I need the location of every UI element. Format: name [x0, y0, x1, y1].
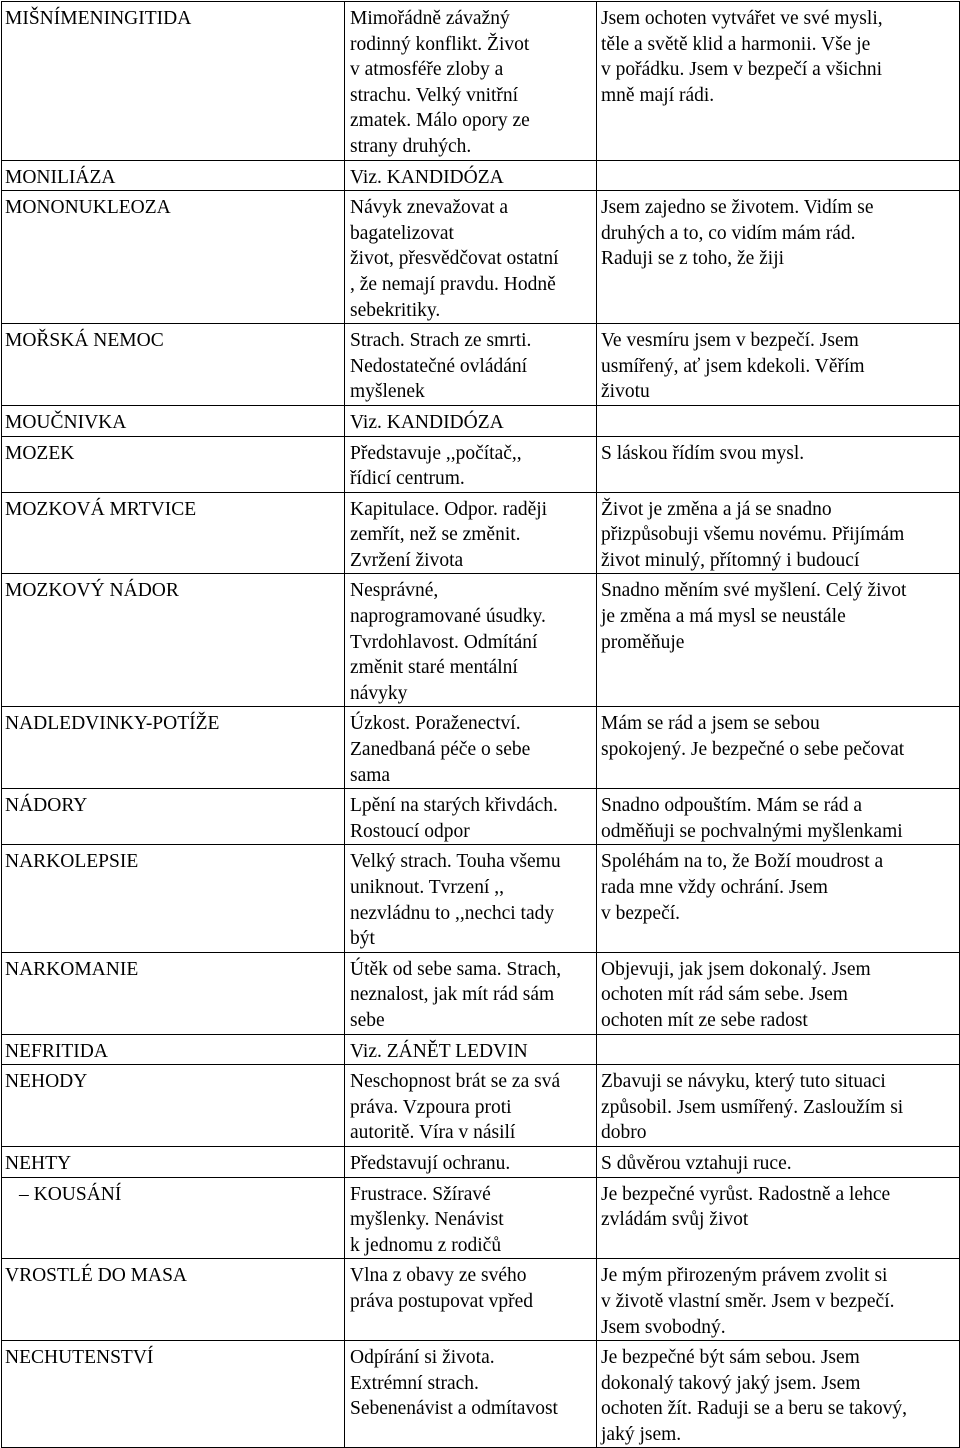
disease-cell: [2, 1259, 345, 1341]
disease-cell: [2, 1034, 345, 1065]
affirmation-cell: [597, 436, 960, 492]
cause-cell: [345, 436, 597, 492]
disease-text: MOUČNIVKA: [5, 411, 127, 433]
affirmation-text: Objevuji, jak jsem dokonalý. Jsem ochoten mít rád sám sebe. Jsem ochoten mít ze sebe radost: [601, 958, 871, 1031]
affirmation-cell: [597, 1034, 960, 1065]
disease-cell: [2, 952, 345, 1034]
disease-cell: [2, 160, 345, 191]
table-row: [2, 845, 960, 952]
cause-cell: [345, 2, 597, 161]
cause-cell: [345, 574, 597, 707]
affirmation-cell: [597, 1065, 960, 1147]
table-row: [2, 191, 960, 324]
disease-text: MONILIÁZA: [5, 166, 116, 188]
disease-text: MIŠNÍMENINGITIDA: [5, 8, 192, 29]
affirmation-cell: [597, 492, 960, 574]
cause-text: Frustrace. Sžíravé myšlenky. Nenávist k jednomu z rodičů: [350, 1183, 504, 1256]
affirmation-cell: [597, 191, 960, 324]
disease-cell: [2, 324, 345, 406]
table-row: [2, 1034, 960, 1065]
affirmation-text: Život je změna a já se snadno přizpůsobuji všemu novému. Přijímám život minulý, přítomný i budoucí: [601, 498, 905, 571]
affirmation-cell: [597, 952, 960, 1034]
disease-text: MOŘSKÁ NEMOC: [5, 330, 164, 352]
disease-cell: [2, 1146, 345, 1177]
disease-cell: [2, 574, 345, 707]
cause-text: Představují ochranu.: [350, 1152, 511, 1174]
affirmation-text: Je bezpečné vyrůst. Radostně a lehce zvládám svůj život: [601, 1183, 891, 1231]
affirmation-cell: [597, 574, 960, 707]
cause-text: Odpírání si života. Extrémní strach. Sebenenávist a odmítavost: [350, 1347, 558, 1420]
affirmation-text: Snadno odpouštím. Mám se rád a odměňuji se pochvalnými myšlenkami: [601, 795, 903, 842]
affirmation-text: Ve vesmíru jsem v bezpečí. Jsem usmířený, ať jsem kdekoli. Věřím životu: [601, 330, 865, 403]
cause-cell: [345, 707, 597, 789]
affirmation-text: Snadno měním své myšlení. Celý život je změna a má mysl se neustále proměňuje: [601, 580, 907, 653]
cause-text: Viz. ZÁNĚT LEDVIN: [350, 1040, 528, 1062]
affirmation-text: Spoléhám na to, že Boží moudrost a rada mne vždy ochrání. Jsem v bezpečí.: [601, 851, 884, 924]
table-row: [2, 1065, 960, 1147]
table-row: [2, 574, 960, 707]
table-row: [2, 707, 960, 789]
cause-text: Viz. KANDIDÓZA: [350, 411, 504, 433]
cause-text: Útěk od sebe sama. Strach, neznalost, jak mít rád sám sebe: [350, 958, 562, 1031]
disease-cell: [2, 1065, 345, 1147]
disease-cell: [2, 1177, 345, 1259]
disease-cell: [2, 436, 345, 492]
table-row: [2, 492, 960, 574]
disease-text: NECHUTENSTVÍ: [5, 1347, 154, 1369]
table-row: [2, 1259, 960, 1341]
cause-cell: [345, 789, 597, 845]
cause-cell: [345, 1146, 597, 1177]
diseases-table: [1, 1, 960, 1448]
table-row: [2, 160, 960, 191]
table-row: [2, 1177, 960, 1259]
cause-text: Viz. KANDIDÓZA: [350, 166, 504, 188]
disease-text: NARKOLEPSIE: [5, 851, 139, 873]
affirmation-text: S láskou řídím svou mysl.: [601, 442, 805, 464]
affirmation-cell: [597, 2, 960, 161]
cause-text: Lpění na starých křivdách. Rostoucí odpor: [350, 795, 558, 842]
disease-text: MOZKOVÁ MRTVICE: [5, 498, 197, 520]
cause-text: Úzkost. Poraženectví. Zanedbaná péče o sebe sama: [350, 713, 531, 786]
cause-cell: [345, 160, 597, 191]
affirmation-cell: [597, 1177, 960, 1259]
affirmation-text: Mám se rád a jsem se sebou spokojený. Je bezpečné o sebe pečovat: [601, 713, 905, 761]
affirmation-cell: [597, 707, 960, 789]
cause-text: Představuje ,,počítač,, řídicí centrum.: [350, 442, 522, 490]
cause-cell: [345, 1177, 597, 1259]
disease-cell: [2, 707, 345, 789]
affirmation-text: Jsem ochoten vytvářet ve své mysli, těle a světě klid a harmonii. Vše je v pořádku. Jsem v bezpečí a všichni mně mají rádi.: [601, 8, 883, 106]
disease-cell: [2, 2, 345, 161]
affirmation-text: Zbavuji se návyku, který tuto situaci způsobil. Jsem usmířený. Zasloužím si dobro: [601, 1071, 904, 1144]
disease-text: NEFRITIDA: [5, 1040, 108, 1062]
disease-text: VROSTLÉ DO MASA: [5, 1265, 188, 1287]
table-row: [2, 436, 960, 492]
disease-text: MOZEK: [5, 442, 75, 464]
table-row: [2, 1341, 960, 1448]
cause-cell: [345, 405, 597, 436]
cause-cell: [345, 1341, 597, 1448]
table-row: [2, 1146, 960, 1177]
cause-cell: [345, 1065, 597, 1147]
cause-cell: [345, 952, 597, 1034]
cause-text: Vlna z obavy ze svého práva postupovat vpřed: [350, 1265, 534, 1312]
disease-text: – KOUSÁNÍ: [19, 1183, 122, 1205]
affirmation-text: Jsem zajedno se životem. Vidím se druhých a to, co vidím mám rád. Raduji se z toho, že žiji: [601, 197, 874, 270]
affirmation-text: Je bezpečné být sám sebou. Jsem dokonalý takový jaký jsem. Jsem ochoten žít. Raduji se a beru se takový, jaký jsem.: [601, 1347, 907, 1445]
disease-text: NÁDORY: [5, 795, 88, 817]
affirmation-cell: [597, 1341, 960, 1448]
disease-text: MOZKOVÝ NÁDOR: [5, 580, 179, 602]
table-row: [2, 789, 960, 845]
cause-cell: [345, 845, 597, 952]
affirmation-cell: [597, 405, 960, 436]
cause-cell: [345, 492, 597, 574]
disease-text: MONONUKLEOZA: [5, 197, 171, 219]
cause-cell: [345, 324, 597, 406]
affirmation-text: Je mým přirozeným právem zvolit si v životě vlastní směr. Jsem v bezpečí. Jsem svobodný.: [601, 1265, 895, 1338]
cause-text: Nesprávné, naprogramované úsudky. Tvrdohlavost. Odmítání změnit staré mentální návyky: [350, 580, 546, 704]
affirmation-cell: [597, 789, 960, 845]
diseases-table-body: [2, 2, 960, 1448]
disease-text: NADLEDVINKY-POTÍŽE: [5, 713, 220, 735]
affirmation-cell: [597, 324, 960, 406]
cause-text: Mimořádně závažný rodinný konflikt. Život v atmosféře zloby a strachu. Velký vnitřní zmatek. Málo opory ze strany druhých.: [350, 8, 530, 157]
cause-cell: [345, 191, 597, 324]
disease-cell: [2, 845, 345, 952]
affirmation-cell: [597, 1146, 960, 1177]
table-row: [2, 405, 960, 436]
cause-text: Strach. Strach ze smrti. Nedostatečné ovládání myšlenek: [350, 330, 532, 403]
table-row: [2, 952, 960, 1034]
affirmation-cell: [597, 1259, 960, 1341]
affirmation-text: S důvěrou vztahuji ruce.: [601, 1152, 792, 1174]
disease-cell: [2, 1341, 345, 1448]
cause-text: Návyk znevažovat a bagatelizovat život, přesvědčovat ostatní , že nemají pravdu. Hodně sebekritiky.: [350, 197, 559, 321]
disease-cell: [2, 191, 345, 324]
affirmation-cell: [597, 160, 960, 191]
disease-cell: [2, 492, 345, 574]
disease-cell: [2, 405, 345, 436]
disease-text: NARKOMANIE: [5, 958, 139, 980]
affirmation-cell: [597, 845, 960, 952]
table-row: [2, 324, 960, 406]
cause-text: Velký strach. Touha všemu uniknout. Tvrzení ,, nezvládnu to ,,nechci tady být: [350, 851, 561, 950]
cause-cell: [345, 1259, 597, 1341]
disease-text: NEHODY: [5, 1071, 88, 1093]
cause-text: Neschopnost brát se za svá práva. Vzpoura proti autoritě. Víra v násilí: [350, 1071, 561, 1144]
disease-text: NEHTY: [5, 1152, 72, 1174]
disease-cell: [2, 789, 345, 845]
cause-cell: [345, 1034, 597, 1065]
cause-text: Kapitulace. Odpor. raději zemřít, než se změnit. Zvržení života: [350, 498, 548, 571]
table-row: [2, 2, 960, 161]
